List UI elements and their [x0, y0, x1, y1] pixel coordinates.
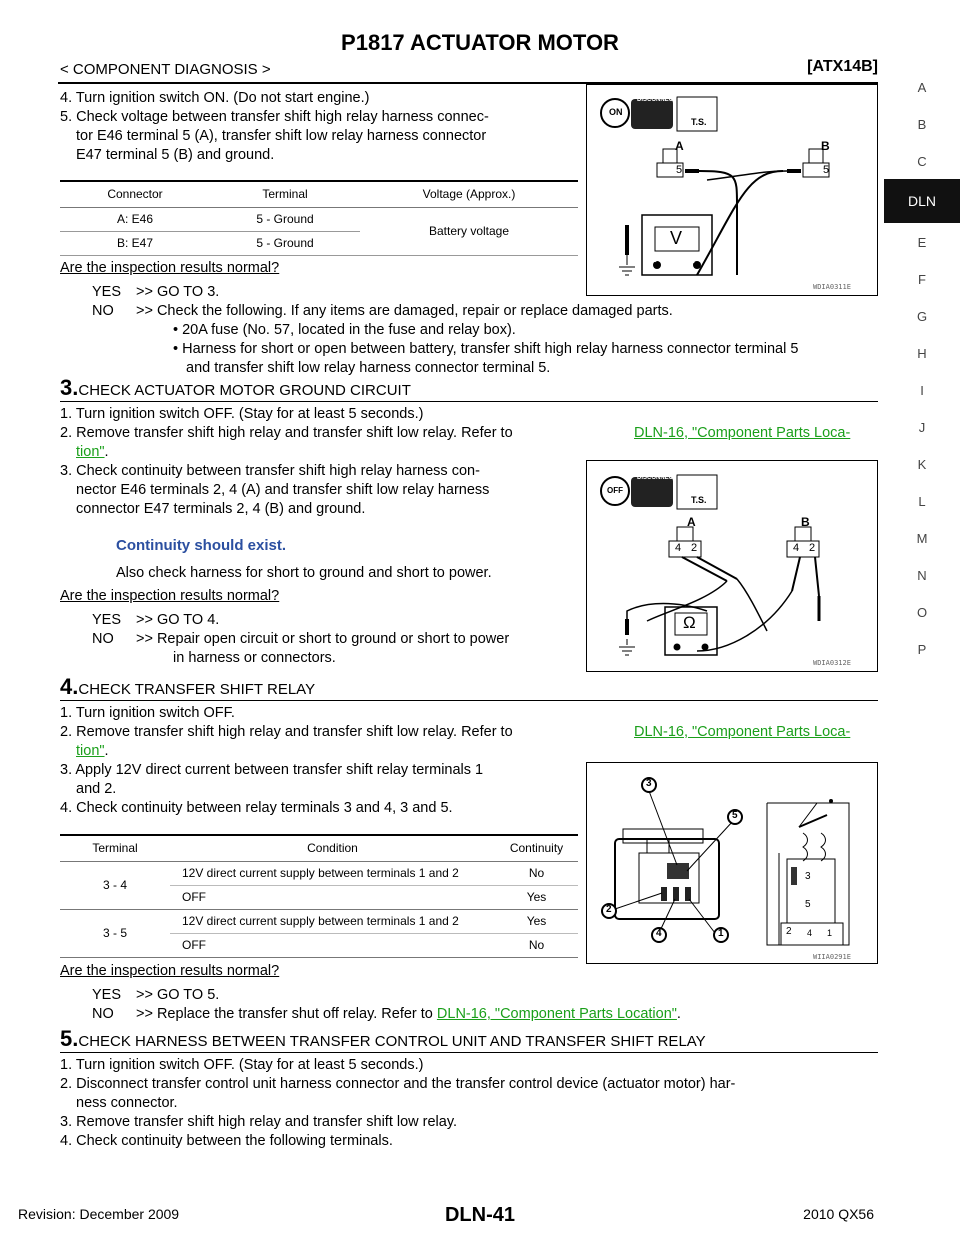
step-text: 3. Remove transfer shift high relay and transfer shift low relay.	[60, 1114, 458, 1130]
index-letter-o[interactable]: O	[916, 605, 928, 620]
divider	[60, 401, 878, 402]
step-4-heading	[60, 674, 315, 700]
table-cell: B: E47	[116, 236, 154, 250]
index-letter-b[interactable]: B	[917, 117, 927, 132]
connector-a-label: A	[687, 515, 696, 529]
index-letter-h[interactable]: H	[917, 346, 927, 361]
table-cell: Battery voltage	[360, 207, 578, 255]
continuity-check-diagram	[586, 460, 878, 672]
divider	[60, 700, 878, 701]
step-text: tor E46 terminal 5 (A), transfer shift low relay harness connector	[76, 128, 487, 144]
bullet-text: • 20A fuse (No. 57, located in the fuse and relay box).	[173, 322, 516, 338]
step-text: 4. Turn ignition switch ON. (Do not start engine.)	[60, 90, 370, 106]
table-cell: 12V direct current supply between terminals 1 and 2	[182, 914, 459, 928]
index-letter-dln[interactable]: DLN	[884, 179, 960, 223]
component-parts-link[interactable]: DLN-16, "Component Parts Loca-	[634, 425, 851, 441]
table-cell: 12V direct current supply between terminals 1 and 2	[182, 866, 459, 880]
question: Are the inspection results normal?	[60, 963, 280, 979]
answer-label: YES	[92, 987, 122, 1003]
pin-label: 4	[675, 542, 682, 554]
step-text: 4. Check continuity between the following terminals.	[60, 1133, 393, 1149]
table-row	[60, 909, 578, 933]
answer-text: >> GO TO 5.	[136, 987, 220, 1003]
model-code: [ATX14B]	[807, 58, 878, 75]
index-letter-j[interactable]: J	[918, 420, 926, 435]
table-cell: 3 - 5	[60, 909, 170, 957]
ignition-off-icon: OFF	[607, 486, 623, 495]
divider	[60, 1052, 878, 1053]
ignition-on-icon: ON	[609, 107, 623, 117]
text: >> Replace the transfer shut off relay. Refer to	[136, 1006, 437, 1022]
col-header: Terminal	[92, 841, 138, 856]
step-number: 4.	[60, 674, 79, 699]
component-parts-link[interactable]: tion"	[76, 743, 105, 759]
answer-text: >> Check the following. If any items are damaged, repair or replace damaged parts.	[136, 303, 673, 319]
answer-label: NO	[92, 1006, 114, 1022]
answer-label: YES	[92, 612, 122, 628]
bullet-text: and transfer shift low relay harness connector terminal 5.	[186, 360, 551, 376]
answer-text: >> GO TO 4.	[136, 612, 220, 628]
step-text: 2. Disconnect transfer control unit harness connector and the transfer control device (actuator motor) har-	[60, 1076, 736, 1092]
page-title: P1817 ACTUATOR MOTOR	[341, 30, 619, 55]
step-text: Also check harness for short to ground and short to power.	[116, 565, 492, 581]
component-parts-link[interactable]: DLN-16, "Component Parts Loca-	[634, 724, 851, 740]
figure-code: WDIA0311E	[813, 283, 851, 291]
step-text	[60, 424, 513, 443]
index-letter-c[interactable]: C	[917, 154, 927, 169]
step-text: 3. Check continuity between transfer shift high relay harness con-	[60, 463, 480, 479]
connector-b-label: B	[821, 139, 830, 153]
terminal-callout: 2	[606, 904, 612, 915]
terminal-label: 4	[807, 928, 813, 938]
pin-label: 4	[793, 542, 800, 554]
voltage-table	[60, 180, 578, 256]
step-number: 3.	[60, 375, 79, 400]
table-cell: 5 - Ground	[256, 236, 314, 250]
spec-text: Continuity should exist.	[116, 537, 287, 554]
table-cell: No	[528, 938, 545, 952]
step-text: and 2.	[76, 781, 117, 797]
plus-probe: +	[691, 256, 697, 267]
answer-label: NO	[92, 631, 114, 647]
step-text: 5. Check voltage between transfer shift high relay harness connec-	[60, 109, 489, 125]
text: .	[676, 1006, 681, 1022]
minus-probe: −	[651, 257, 657, 268]
question: Are the inspection results normal?	[60, 260, 280, 276]
step-text: 1. Turn ignition switch OFF.	[60, 705, 235, 721]
col-header: Condition	[307, 841, 358, 856]
answer-text: >> GO TO 3.	[136, 284, 220, 300]
step-text: connector E47 terminals 2, 4 (B) and ground.	[76, 501, 366, 517]
connector-a-label: A	[675, 139, 684, 153]
table-cell: 3 - 4	[60, 861, 170, 909]
relay-continuity-table	[60, 834, 578, 958]
index-letter-l[interactable]: L	[918, 494, 926, 509]
figure-code: WDIA0312E	[813, 659, 851, 667]
index-letter-n[interactable]: N	[917, 568, 927, 583]
step-number: 5.	[60, 1026, 79, 1051]
step-text: 4. Check continuity between relay terminals 3 and 4, 3 and 5.	[60, 800, 453, 816]
step-text: 3. Apply 12V direct current between transfer shift relay terminals 1	[60, 762, 484, 778]
ohmmeter-icon: Ω	[683, 613, 696, 632]
step-text: E47 terminal 5 (B) and ground.	[76, 147, 275, 163]
step-text: 2. Remove transfer shift high relay and transfer shift low relay. Refer to	[60, 724, 513, 740]
index-letter-p[interactable]: P	[917, 642, 927, 657]
terminal-callout: 4	[656, 928, 662, 939]
table-row	[60, 861, 578, 885]
breadcrumb: < COMPONENT DIAGNOSIS >	[60, 61, 271, 78]
index-letter-k[interactable]: K	[917, 457, 927, 472]
step-text: ness connector.	[76, 1095, 178, 1111]
step-title: CHECK TRANSFER SHIFT RELAY	[78, 681, 316, 698]
col-header: Continuity	[509, 841, 564, 856]
answer-label: NO	[92, 303, 114, 319]
disconnect-label: DISCONNECT	[637, 97, 677, 103]
table-cell: 5 - Ground	[256, 212, 314, 226]
text: 2. Remove transfer shift high relay and transfer shift low relay. Refer to	[60, 425, 513, 441]
step-5-heading	[60, 1026, 706, 1052]
terminal-label: 2	[786, 926, 792, 937]
relay-terminal-diagram	[586, 762, 878, 964]
pin-label: 2	[809, 542, 816, 554]
step-text	[76, 443, 109, 462]
index-letter-e[interactable]: E	[917, 235, 927, 250]
table-row	[60, 207, 578, 231]
table-cell: OFF	[182, 890, 206, 904]
connector-b-label: B	[801, 515, 810, 529]
col-header: Terminal	[262, 187, 308, 202]
table-cell: A: E46	[116, 212, 154, 226]
table-cell: Yes	[526, 890, 547, 904]
bullet-text: • Harness for short or open between battery, transfer shift high relay harness connector terminal 5	[173, 341, 799, 357]
table-cell: OFF	[182, 938, 206, 952]
step-3-heading	[60, 375, 411, 401]
terminal-callout: 5	[732, 810, 738, 821]
terminal-callout: 1	[718, 928, 724, 939]
index-letter-f[interactable]: F	[918, 272, 926, 287]
model-year: 2010 QX56	[803, 1206, 874, 1222]
ts-label: T.S.	[691, 117, 707, 127]
index-letter-m[interactable]: M	[916, 531, 928, 546]
page-number: DLN-41	[444, 1204, 515, 1226]
step-text	[76, 742, 109, 761]
voltmeter-icon: V	[670, 228, 683, 248]
figure-code: WIIA0291E	[813, 953, 851, 961]
question: Are the inspection results normal?	[60, 588, 280, 604]
answer-text	[136, 1005, 681, 1024]
table-cell: Yes	[526, 914, 547, 928]
table-cell: No	[528, 866, 545, 880]
index-letter-i[interactable]: I	[920, 383, 924, 398]
ts-label: T.S.	[691, 495, 707, 505]
answer-label: YES	[92, 284, 122, 300]
index-letter-g[interactable]: G	[916, 309, 928, 324]
component-parts-link[interactable]: tion"	[76, 444, 105, 460]
terminal-label: 1	[827, 928, 833, 938]
pin-label: 2	[691, 542, 698, 554]
step-text: nector E46 terminals 2, 4 (A) and transfer shift low relay harness	[76, 482, 490, 498]
answer-text: >> Repair open circuit or short to ground or short to power	[136, 631, 510, 647]
terminal-label: 3	[805, 871, 811, 882]
answer-text: in harness or connectors.	[173, 650, 336, 666]
index-letter-a[interactable]: A	[917, 80, 927, 95]
col-header: Connector	[107, 187, 163, 202]
col-header: Voltage (Approx.)	[422, 187, 516, 202]
step-title: CHECK ACTUATOR MOTOR GROUND CIRCUIT	[78, 382, 411, 399]
revision-date: Revision: December 2009	[18, 1206, 180, 1222]
text: .	[104, 444, 109, 460]
component-parts-link[interactable]: DLN-16, "Component Parts Location"	[436, 1006, 677, 1022]
terminal-label: 5	[805, 899, 811, 910]
terminal-callout: 3	[646, 778, 652, 789]
disconnect-label: DISCONNECT	[637, 475, 677, 481]
step-text: 1. Turn ignition switch OFF. (Stay for at least 5 seconds.)	[60, 1057, 424, 1073]
step-text: 1. Turn ignition switch OFF. (Stay for at least 5 seconds.)	[60, 406, 424, 422]
pin-label: 5	[823, 164, 830, 176]
voltage-check-diagram	[586, 84, 878, 296]
step-title: CHECK HARNESS BETWEEN TRANSFER CONTROL UNIT AND TRANSFER SHIFT RELAY	[78, 1033, 706, 1050]
text: .	[104, 743, 109, 759]
pin-label: 5	[676, 164, 683, 176]
